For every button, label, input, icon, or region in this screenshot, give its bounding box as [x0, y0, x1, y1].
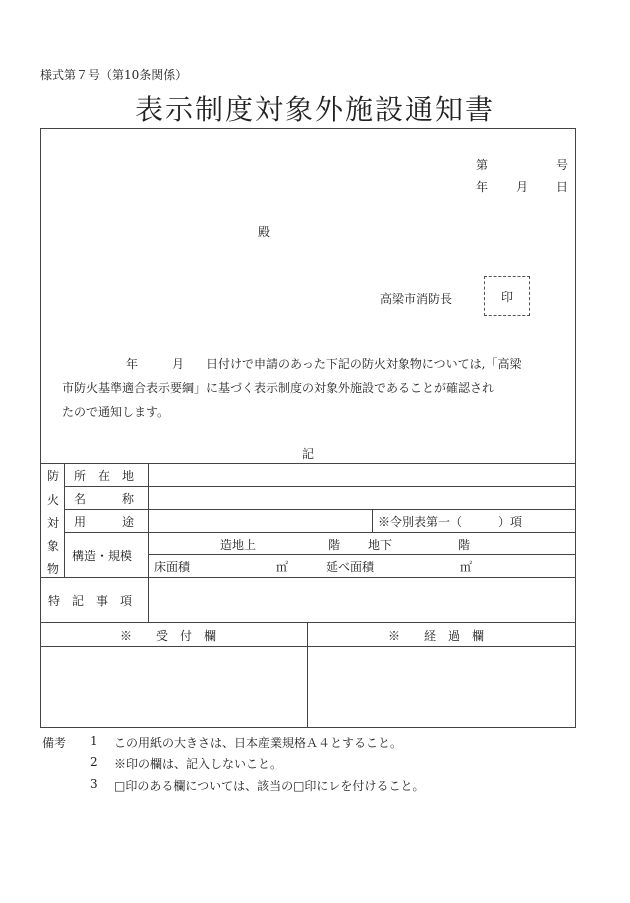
note-number: 3: [90, 777, 98, 791]
label-special-notes: 特 記 事 項: [48, 594, 133, 608]
table-line: [148, 554, 576, 555]
table-line: [64, 463, 65, 577]
progress-column-header: ※ 経 過 欄: [388, 629, 485, 643]
floor-area-label: 床面積: [154, 560, 191, 574]
date-year: 年: [476, 180, 489, 194]
side-char: 火: [47, 493, 60, 507]
struct-underground: 地下: [368, 538, 393, 552]
receipt-column-header: ※ 受 付 欄: [120, 629, 217, 643]
body-line1: 日付けで申請のあった下記の防火対象物については,「高梁: [206, 357, 522, 371]
body-month: 月: [172, 357, 185, 371]
label-structure: 構造・規模: [72, 549, 133, 563]
body-line2: 市防火基準適合表示要綱」に基づく表示制度の対象外施設であることが確認され: [62, 381, 495, 395]
seal-box: [484, 276, 530, 316]
note-text: □印のある欄については、該当の□印にレを付けること。: [114, 779, 425, 793]
date-month: 月: [516, 180, 529, 194]
notice-body: [62, 352, 562, 424]
number-suffix: 号: [556, 158, 569, 172]
struct-above-ground: 造地上: [220, 538, 257, 552]
document-title: 表示制度対象外施設通知書: [134, 93, 495, 126]
label-name: 名 称: [74, 492, 135, 506]
form-reference: 様式第７号（第10条関係）: [40, 68, 188, 82]
struct-floor-2: 階: [458, 538, 471, 552]
notes-label: 備考: [42, 736, 67, 750]
floor-area-unit: ㎡: [276, 560, 289, 574]
use-classification: ※令別表第一（ ）項: [378, 515, 523, 529]
side-char: 防: [47, 469, 60, 483]
total-area-unit: ㎡: [460, 560, 473, 574]
note-number: 2: [90, 755, 98, 769]
body-line3: たので通知します。: [62, 405, 170, 419]
addressee-honorific: 殿: [258, 225, 271, 239]
side-char: 対: [47, 516, 60, 530]
side-char: 象: [47, 539, 60, 553]
issuer-name: 高梁市消防長: [380, 292, 453, 306]
note-text: ※印の欄は、記入しないこと。: [114, 757, 283, 771]
table-line: [64, 486, 576, 487]
label-use: 用 途: [74, 515, 135, 529]
seal-label: 印: [500, 289, 513, 304]
side-char: 物: [47, 562, 60, 576]
note-text: この用紙の大きさは、日本産業規格Ａ４とすること。: [114, 736, 403, 750]
total-area-label: 延べ面積: [326, 560, 375, 574]
table-line: [40, 622, 576, 623]
body-year: 年: [126, 357, 139, 371]
number-label: 第: [476, 158, 489, 172]
table-line: [40, 577, 576, 578]
struct-floor: 階: [328, 538, 341, 552]
table-line: [40, 463, 576, 464]
ki-label: 記: [302, 447, 315, 461]
date-day: 日: [556, 180, 569, 194]
table-line: [64, 532, 576, 533]
table-line: [40, 646, 576, 647]
label-location: 所 在 地: [74, 469, 135, 483]
table-line: [372, 509, 373, 532]
table-line: [148, 463, 149, 622]
table-line: [64, 509, 576, 510]
table-line: [307, 622, 308, 728]
note-number: 1: [90, 734, 98, 748]
